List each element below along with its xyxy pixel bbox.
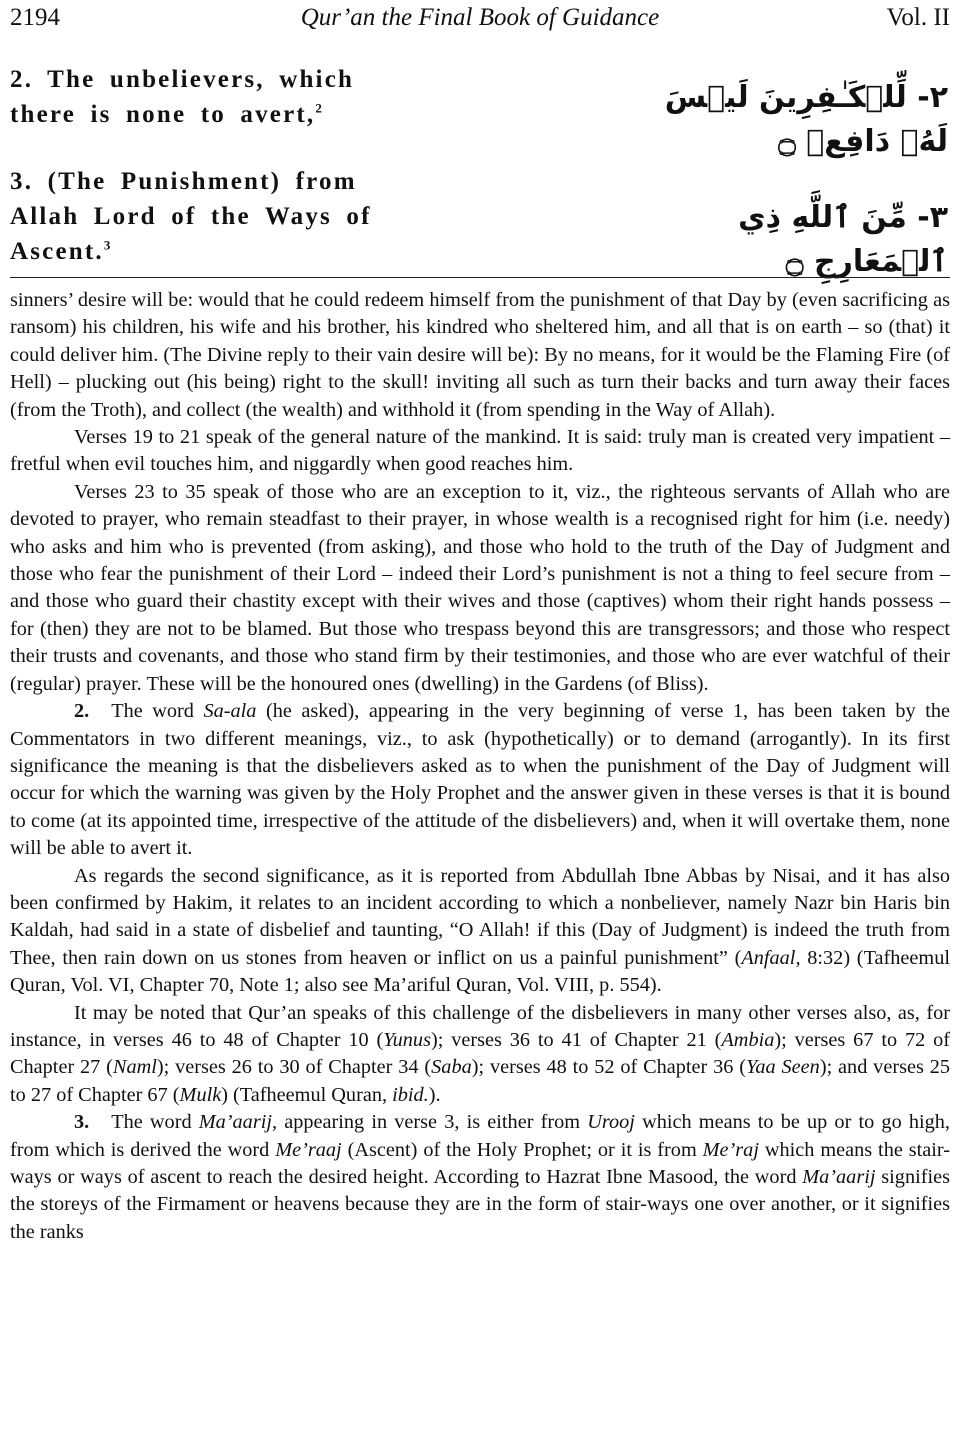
commentary-body <box>10 287 950 1246</box>
note-2-paragraph: 2. The word Sa-ala (he asked), appearing in the very beginning of verse 1, has been taken by the Commentators in two different meanings, viz., to ask (hypothetically) or to demand (arrogantly). In its first significance the meaning is that the disbelievers asked as to when the punishment of the Day of Judgment will occur for which the warning was given by the Holy Prophet and the answer given in these verses is that it is bound to come (at its appointed time, irrespective of the attitude of the disbelievers) and, when it will overtake them, none will be able to avert it. <box>10 700 951 860</box>
paragraph-second-significance: As regards the second significance, as it is reported from Abdullah Ibne Abbas by Nisai, and it has also been confirmed by Hakim, it relates to an incident according to which a nonbeliever, namely Nazr bin Haris bin Kaldah, had said in a state of disbelief and taunting, “O Allah! if this (Day of Judgment) is indeed the truth from Thee, then rain down on us stones from heaven or inflict on us a painful punishment” (Anfaal, 8:32) (Tafheemul Quran, Vol. VI, Chapter 70, Note 1; also see Ma’ariful Quran, Vol. VIII, p. 554). <box>10 864 950 997</box>
verse-3-arabic: ٣- مِّنَ ٱللَّهِ ذِي ٱلۡمَعَارِجِ ۝ <box>738 200 948 279</box>
running-header <box>10 2 950 34</box>
verse-3-text: 3. (The Punishment) from Allah Lord of the Ways of Ascent. <box>10 168 372 265</box>
note-2-number: 2. <box>74 700 90 723</box>
verse-2-translation <box>10 62 430 132</box>
paragraph-challenge-verses: It may be noted that Qur’an speaks of this challenge of the disbelievers in many other verses also, as, for instance, in verses 46 to 48 of Chapter 10 (Yunus); verses 36 to 41 of Chapter 21 (Ambia); verses 67 to 72 of Chapter 27 (Naml); verses 26 to 30 of Chapter 34 (Saba); verses 48 to 52 of Chapter 36 (Yaa Seen); and verses 25 to 27 of Chapter 67 (Mulk) (Tafheemul Quran, ibid.). <box>10 1001 950 1106</box>
paragraph-verses-19-21: Verses 19 to 21 speak of the general nature of the mankind. It is said: truly man is created very impatient – fretful when evil touches him, and niggardly when good reaches him. <box>10 426 950 476</box>
verse-3-note-ref: 3 <box>103 237 111 253</box>
verse-3-translation <box>10 164 430 269</box>
note-3-number: 3. <box>74 1111 90 1134</box>
paragraph-continuation: sinners’ desire will be: would that he could redeem himself from the punishment of that Day by (even sacrificing as ransom) his children, his wife and his brother, his kindred who sheltered him, and all that is on earth – so (that) it could deliver him. (The Divine reply to their vain desire will be): By no means, for it would be the Flaming Fire (of Hell) – plucking out (his being) right to the skull! inviting all such as turn their backs and turn away their faces (from the Troth), and collect (the wealth) and withhold it (from spending in the Way of Allah). <box>10 289 950 421</box>
section-divider <box>10 277 950 278</box>
verse-2-note-ref: 2 <box>315 100 322 116</box>
page-number: 2194 <box>10 4 60 31</box>
verse-2-arabic: ٢- لِّلۡكَـٰفِرِينَ لَيۡسَ لَهُۥ دَافِعٞ ۝ <box>664 80 948 159</box>
verse-2-text: 2. The unbelievers, which there is none to avert, <box>10 66 355 128</box>
book-title: Qur’an the Final Book of Guidance <box>300 4 660 31</box>
paragraph-verses-23-35: Verses 23 to 35 speak of those who are an exception to it, viz., the righteous servants of Allah who are devoted to prayer, who remain steadfast to their prayer, in whose wealth is a recognised right for him (i.e. needy) who asks and him who is prevented (from asking), and those who hold to the truth of the Day of Judgment and those who fear the punishment of their Lord – indeed their Lord’s punishment is not a thing to feel secure from – and those who guard their chastity except with their wives and those (captives) whom their right hands possess – for (then) they are not to be blamed. But those who trespass beyond this are transgressors; and those who respect their trusts and covenants, and those who stand firm by their testimonies, and those who are ever watchful of their (regular) prayer. These will be the honoured ones (dwelling) in the Gardens (of Bliss). <box>10 480 950 695</box>
volume-label: Vol. II <box>886 4 950 31</box>
note-3-paragraph: 3. The word Ma’aarij, appearing in verse 3, is either from Urooj which means to be up or to go high, from which is derived the word Me’raaj (Ascent) of the Holy Prophet; or it is from Me’raj which means the stair-ways or ways of ascent to reach the desired height. According to Hazrat Ibne Masood, the word Ma’aarij signifies the storeys of the Firmament or heavens because they are in the form of stair-ways one over another, or it signifies the ranks <box>10 1111 951 1243</box>
